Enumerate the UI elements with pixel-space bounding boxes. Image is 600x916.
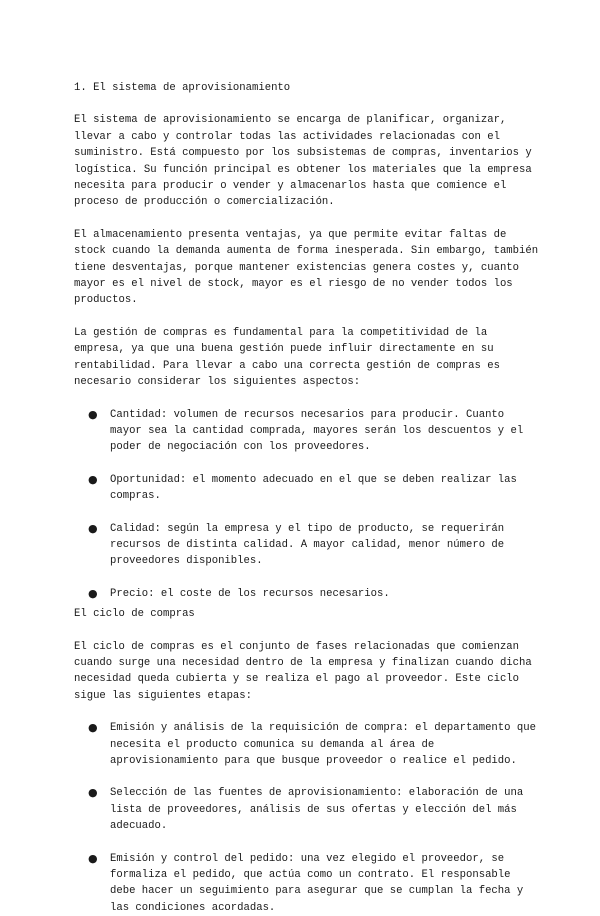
section-heading: 1. El sistema de aprovisionamiento xyxy=(74,82,291,94)
list-item-text: Selección de las fuentes de aprovisionamiento: elaboración de una lista de proveedores, análisis de sus ofertas y elección del más adecuado. xyxy=(110,787,524,833)
list-item-text: Oportunidad: el momento adecuado en el que se deben realizar las compras. xyxy=(110,473,517,503)
section-heading: El ciclo de compras xyxy=(74,608,195,621)
bullet-icon: ● xyxy=(88,472,98,486)
paragraph: El almacenamiento presenta ventajas, ya que permite evitar faltas de stock cuando la demanda aumenta de forma inesperada. Sin embargo, también tiene desventajas, porque mantener existencias genera costes y, cuanto mayor es el nivel de stock, mayor es el riesgo de no vender todos los productos. xyxy=(74,228,539,307)
list-item xyxy=(74,785,540,834)
list-item-text: Emisión y control del pedido: una vez elegido el proveedor, se formaliza el pedido, que actúa como un contrato. El responsable debe hacer un seguimiento para asegurar que se cumplan la fecha y las condiciones acordadas. xyxy=(110,852,524,914)
bullet-icon: ● xyxy=(88,786,98,800)
list-item xyxy=(74,521,540,570)
bullet-icon: ● xyxy=(88,521,98,535)
paragraph: La gestión de compras es fundamental para la competitividad de la empresa, ya que una buena gestión puede influir directamente en su rentabilidad. Para llevar a cabo una correcta gestión de compras es necesario considerar los siguientes aspectos: xyxy=(74,326,500,389)
list-item-text: Emisión y análisis de la requisición de compra: el departamento que necesita el producto comunica su demanda al área de aprovisionamiento para que busque proveedor o realice el pedido. xyxy=(110,722,536,767)
list-item-text: Precio: el coste de los recursos necesarios. xyxy=(110,587,390,600)
paragraph: El sistema de aprovisionamiento se encarga de planificar, organizar, llevar a cabo y controlar todas las actividades relacionadas con el suministro. Está compuesto por los subsistemas de compras, inventarios y logística. Su función principal es obtener los materiales que la empresa necesita para producir o vender y almacenarlos hasta que comience el proceso de producción o comercialización. xyxy=(74,114,532,209)
stages-list xyxy=(74,720,540,916)
list-item xyxy=(74,720,540,769)
list-item-text: Calidad: según la empresa y el tipo de producto, se requerirán recursos de distinta calidad. A mayor calidad, menor número de proveedores disponibles. xyxy=(110,522,505,568)
bullet-icon: ● xyxy=(88,851,98,865)
list-item xyxy=(74,472,540,505)
aspects-list xyxy=(74,407,540,603)
bullet-icon: ● xyxy=(88,407,98,421)
list-item xyxy=(74,851,540,916)
bullet-icon: ● xyxy=(88,586,98,600)
list-item xyxy=(74,586,540,602)
paragraph: El ciclo de compras es el conjunto de fases relacionadas que comienzan cuando surge una necesidad dentro de la empresa y finalizan cuando dicha necesidad queda cubierta y se realiza el pago al proveedor. Este ciclo sigue las siguientes etapas: xyxy=(74,640,532,702)
list-item xyxy=(74,407,540,456)
list-item-text: Cantidad: volumen de recursos necesarios para producir. Cuanto mayor sea la cantidad comprada, mayores serán los descuentos y el poder de negociación con los proveedores. xyxy=(110,408,524,454)
bullet-icon: ● xyxy=(88,721,98,735)
